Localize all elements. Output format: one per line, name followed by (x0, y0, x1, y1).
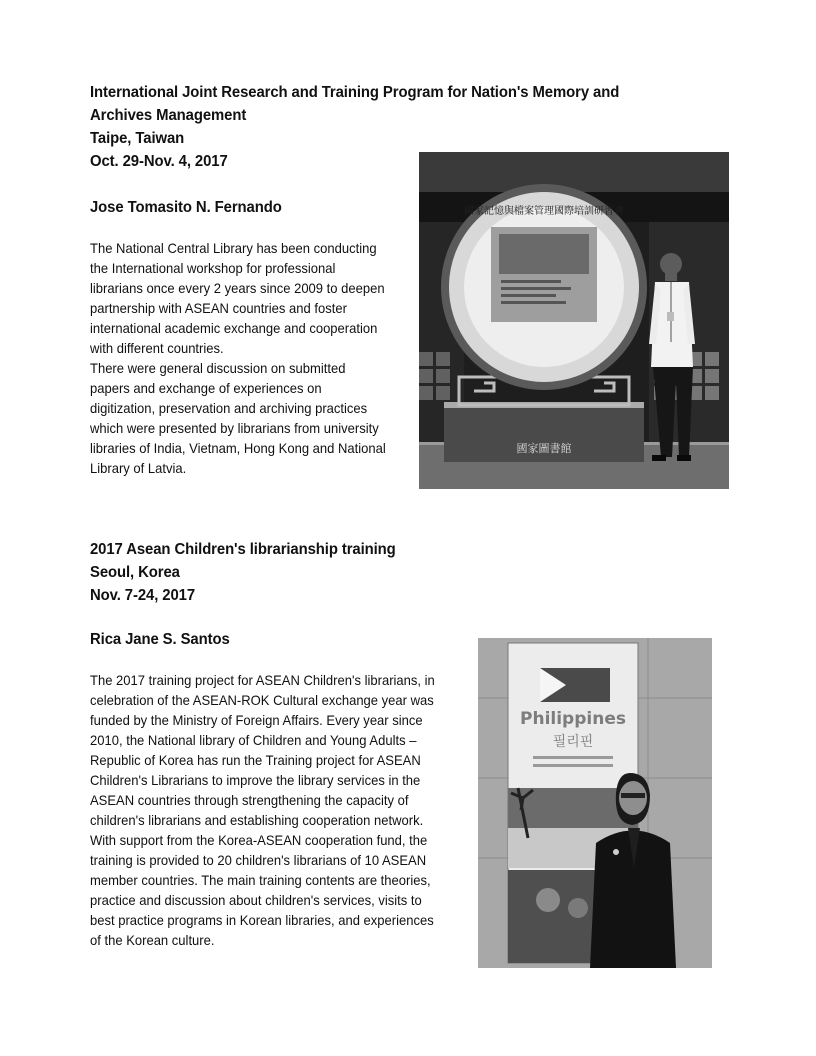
section1-dates: Oct. 29-Nov. 4, 2017 (90, 153, 228, 170)
paragraph-line: practice and discussion about children's services, visits to (90, 892, 422, 908)
paragraph-line: Library of Latvia. (90, 460, 187, 476)
sign-title-text: 國家記憶與檔案管理國際培訓研習會 (464, 206, 624, 217)
paragraph-line: the International workshop for professional (90, 260, 336, 276)
paragraph-line: funded by the Ministry of Foreign Affairs. Every year since (90, 712, 423, 728)
paragraph-line: celebration of the ASEAN-ROK Cultural exchange year was (90, 692, 434, 708)
banner-korean: 필리핀 (552, 734, 594, 750)
paragraph-line: training is provided to 20 children's librarians of 10 ASEAN (90, 852, 427, 868)
paragraph-line: with different countries. (90, 340, 224, 356)
paragraph-line: ASEAN countries through strengthening the capacity of (90, 792, 409, 808)
paragraph-line: member countries. The main training contents are theories, (90, 872, 431, 888)
paragraph-line: 2010, the National library of Children and Young Adults – (90, 732, 417, 748)
paragraph-line: Republic of Korea has run the Training project for ASEAN (90, 752, 421, 768)
section1-paragraph (90, 238, 416, 478)
paragraph-line: The National Central Library has been conducting (90, 240, 377, 256)
photo-philippines-banner (478, 638, 712, 968)
paragraph-line: librarians once every 2 years since 2009 to deepen (90, 280, 385, 296)
paragraph-line: partnership with ASEAN countries and foster (90, 300, 347, 316)
section2-paragraph (90, 670, 471, 950)
paragraph-line: There were general discussion on submitted (90, 360, 346, 376)
section2-dates: Nov. 7-24, 2017 (90, 587, 196, 604)
paragraph-line: papers and exchange of experiences on (90, 380, 322, 396)
paragraph-line: With support from the Korea-ASEAN cooperation fund, the (90, 832, 428, 848)
paragraph-line: children's librarians and establishing cooperation network. (90, 812, 424, 828)
section1-author: Jose Tomasito N. Fernando (90, 199, 282, 216)
plaque-text: 國家圖書館 (516, 442, 572, 455)
paragraph-line: which were presented by librarians from university (90, 420, 379, 436)
paragraph-line: Children's Librarians to improve the library services in the (90, 772, 421, 788)
section1-heading-line: International Joint Research and Training Program for Nation's Memory and (90, 84, 620, 101)
section2-heading (90, 538, 462, 607)
photo-taiwan-sign (419, 152, 729, 489)
section2-location: Seoul, Korea (90, 564, 180, 581)
paragraph-line: libraries of India, Vietnam, Hong Kong and National (90, 440, 386, 456)
paragraph-line: international academic exchange and cooperation (90, 320, 378, 336)
paragraph-line: The 2017 training project for ASEAN Children's librarians, in (90, 672, 435, 688)
paragraph-line: digitization, preservation and archiving practices (90, 400, 368, 416)
paragraph-line: best practice programs in Korean libraries, and experiences (90, 912, 434, 928)
section1-heading-line: Archives Management (90, 107, 247, 124)
paragraph-line: of the Korean culture. (90, 932, 215, 948)
banner-title: Philippines (520, 709, 626, 729)
section2-heading-line: 2017 Asean Children's librarianship training (90, 541, 396, 558)
section2-author: Rica Jane S. Santos (90, 631, 230, 648)
section1-location: Taipe, Taiwan (90, 130, 185, 147)
